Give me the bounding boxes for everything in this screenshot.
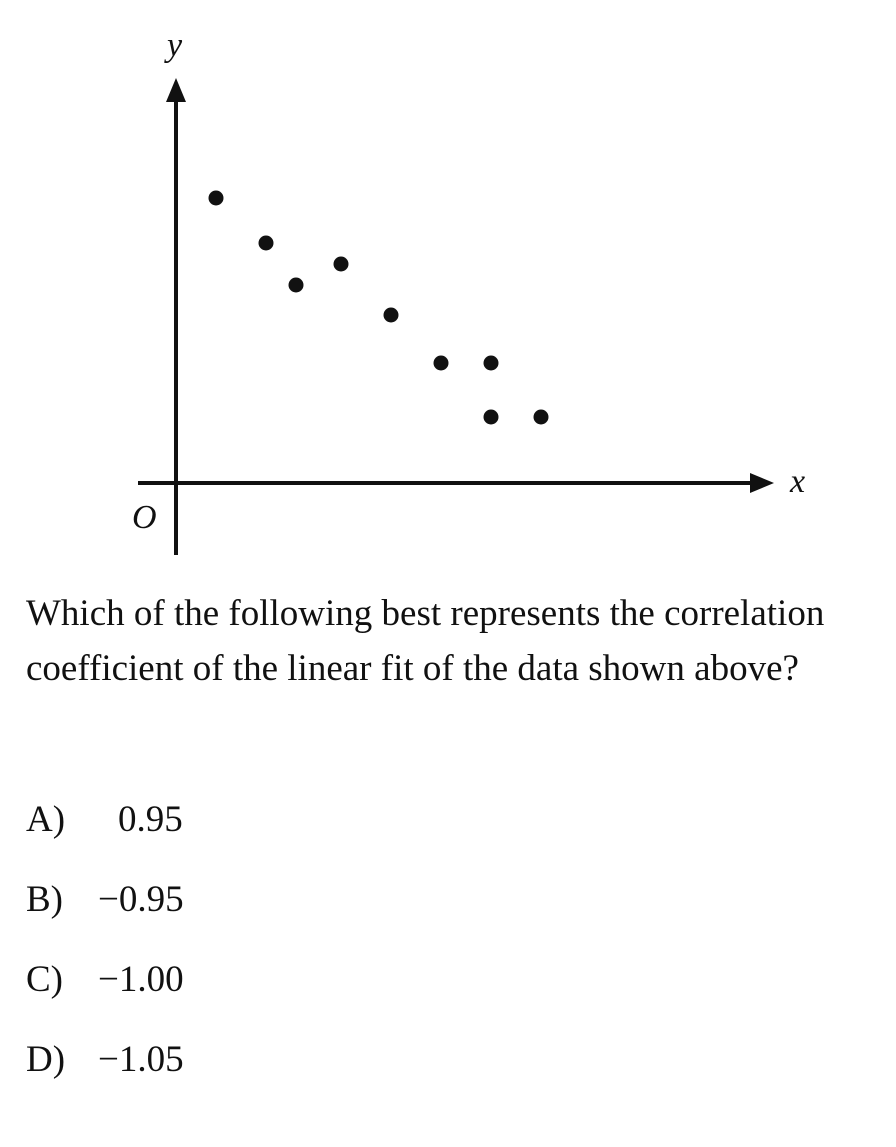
- x-axis-arrow: [750, 473, 774, 493]
- choice-value: −1.05: [98, 1039, 184, 1080]
- y-axis-label: y: [167, 27, 183, 64]
- choice-a[interactable]: [26, 798, 184, 878]
- choice-letter: A): [26, 799, 66, 840]
- data-point: [259, 236, 274, 251]
- choice-letter: C): [26, 959, 63, 1000]
- data-point: [334, 257, 349, 272]
- data-points: [209, 191, 549, 425]
- data-point: [289, 278, 304, 293]
- data-point: [434, 356, 449, 371]
- data-point: [484, 410, 499, 425]
- choice-letter: D): [26, 1039, 66, 1080]
- choice-value: 0.95: [118, 799, 183, 840]
- data-point: [534, 410, 549, 425]
- answer-choices: [26, 798, 184, 1118]
- question-text: Which of the following best represents the correlation coefficient of the linear fit of the data shown above?: [26, 593, 825, 689]
- choice-d[interactable]: [26, 1038, 184, 1118]
- data-point: [384, 308, 399, 323]
- origin-label: O: [132, 499, 157, 536]
- choice-b[interactable]: [26, 878, 184, 958]
- choice-value: −1.00: [98, 959, 184, 1000]
- data-point: [209, 191, 224, 206]
- choice-letter: B): [26, 879, 63, 920]
- choice-c[interactable]: [26, 958, 184, 1038]
- data-point: [484, 356, 499, 371]
- y-axis-arrow: [166, 78, 186, 102]
- choice-value: −0.95: [98, 879, 184, 920]
- x-axis-label: x: [790, 463, 806, 500]
